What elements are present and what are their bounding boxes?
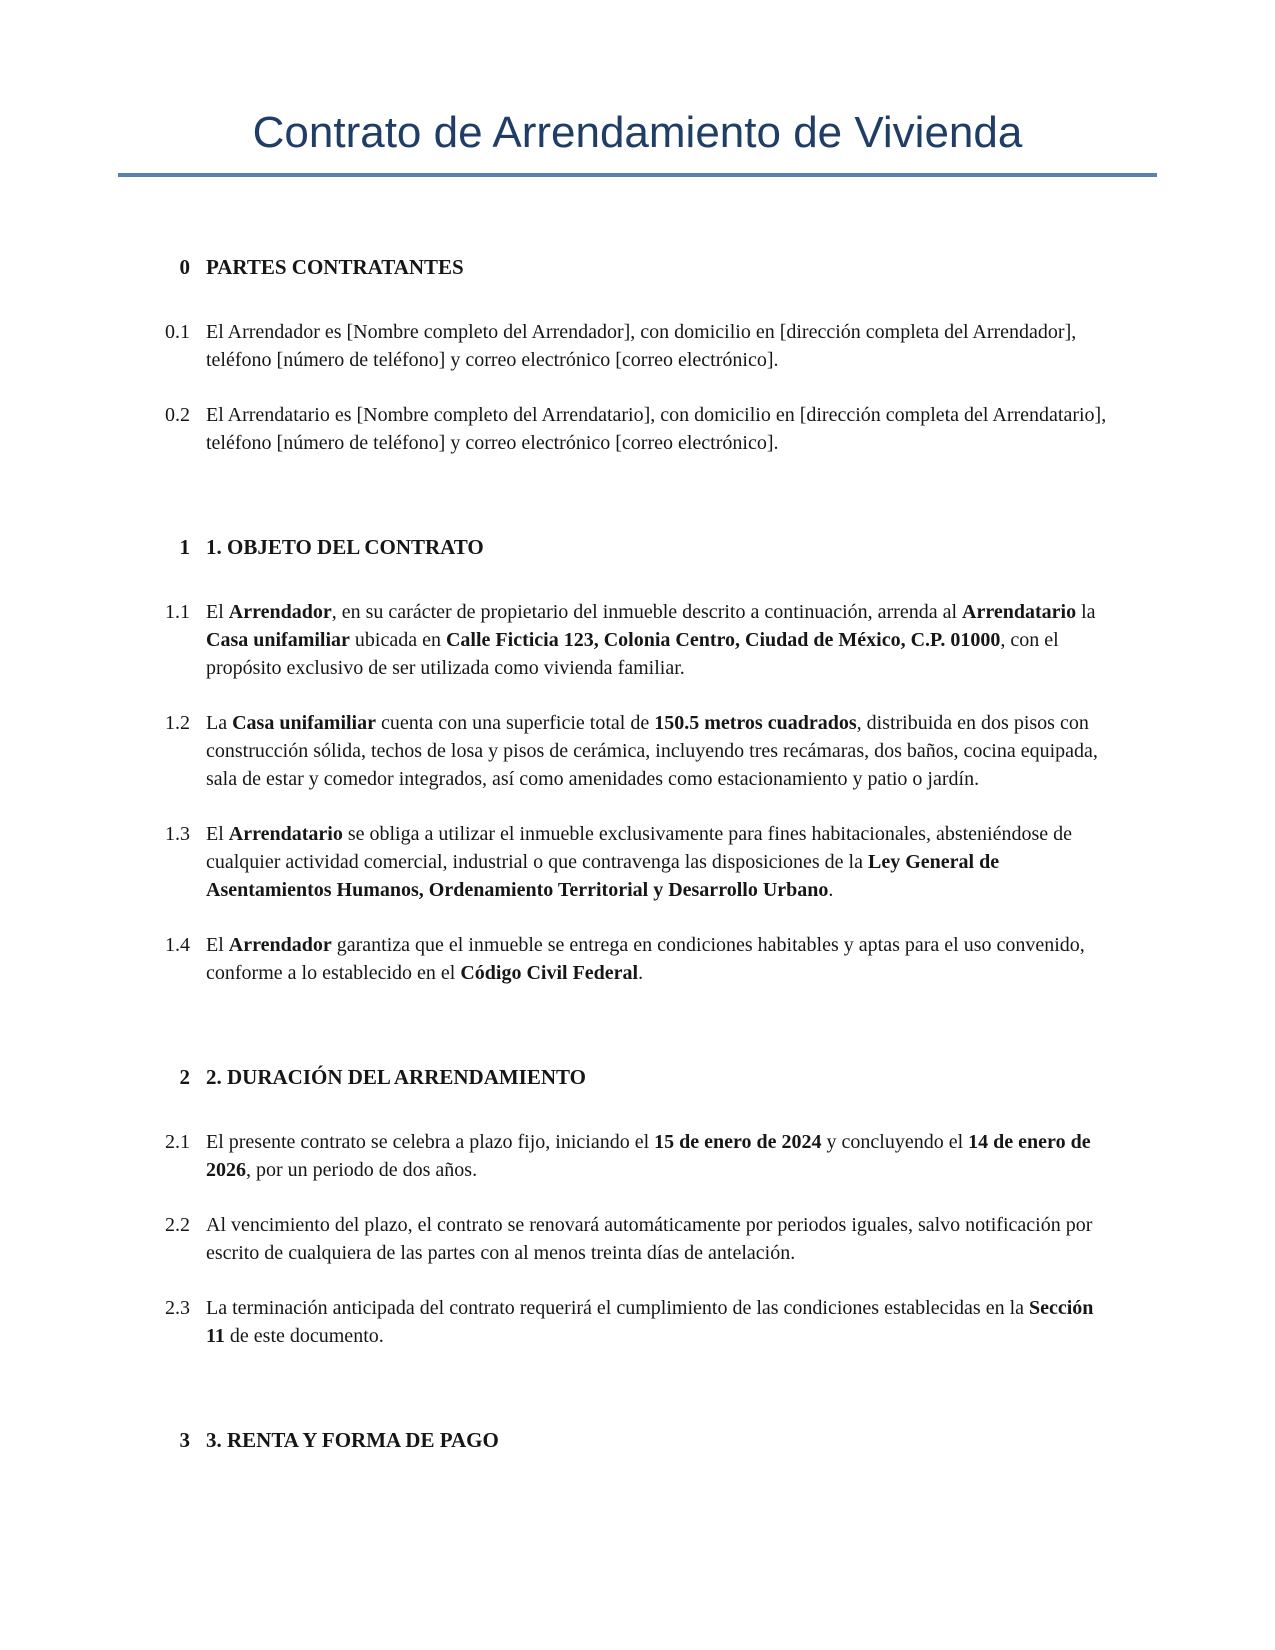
- clause-text-bold-run: 150.5 metros cuadrados: [654, 712, 857, 734]
- section-number: 2: [179, 1065, 190, 1089]
- clause-text-run: la: [1076, 601, 1096, 623]
- clause-number: 2.1: [165, 1131, 190, 1153]
- clause-text: [206, 931, 1115, 987]
- clause-2.2: [140, 1211, 1115, 1267]
- clause-1.4: [140, 931, 1115, 987]
- section-number: 0: [179, 255, 190, 279]
- clause-text-bold-run: Casa unifamiliar: [206, 629, 350, 651]
- section-0: [140, 253, 1115, 457]
- clause-text-run: cuenta con una superficie total de: [376, 712, 655, 734]
- clause-text-bold-run: Arrendador: [228, 601, 332, 623]
- clause-number: 0.1: [165, 321, 190, 343]
- section-number: 3: [179, 1428, 190, 1452]
- section-heading-3: [140, 1426, 1115, 1454]
- clause-text-run: .: [638, 962, 644, 984]
- clause-text-run: y concluyendo el: [821, 1131, 969, 1153]
- clause-number: 1.2: [165, 712, 190, 734]
- clause-2.1: [140, 1128, 1115, 1184]
- section-title: 2. DURACIÓN DEL ARRENDAMIENTO: [206, 1065, 586, 1089]
- clause-text: [206, 820, 1115, 904]
- clause-text-bold-run: Arrendador: [228, 934, 332, 956]
- clause-number: 1.4: [165, 934, 190, 956]
- clause-text-bold-run: Código Civil Federal: [460, 962, 639, 984]
- clause-text-run: El Arrendador es [Nombre completo del Arrendador], con domicilio en [dirección completa del Arrendador], teléfono [número de teléfono] y correo electrónico [correo electrónico].: [206, 321, 1077, 371]
- clause-text-run: El presente contrato se celebra a plazo fijo, iniciando el: [206, 1131, 655, 1153]
- section-heading-1: [140, 533, 1115, 561]
- clause-text-run: ubicada en: [349, 629, 446, 651]
- section-heading-2: [140, 1063, 1115, 1091]
- clause-text: [206, 401, 1115, 457]
- clause-text: [206, 1211, 1115, 1267]
- clause-text-bold-run: 14 de enero de 2026: [206, 1131, 1091, 1181]
- section-number: 1: [179, 535, 190, 559]
- clause-text-bold-run: Ley General de Asentamientos Humanos, Ordenamiento Territorial y Desarrollo Urbano: [206, 851, 1000, 901]
- title-block: [0, 106, 1275, 177]
- clause-text-run: , con el propósito exclusivo de ser utilizada como vivienda familiar.: [206, 629, 1059, 679]
- clause-text-bold-run: Arrendatario: [228, 823, 343, 845]
- clause-text-run: garantiza que el inmueble se entrega en condiciones habitables y aptas para el uso convenido, conforme a lo establecido en el: [206, 934, 1085, 984]
- clause-number: 2.3: [165, 1297, 190, 1319]
- section-title: 3. RENTA Y FORMA DE PAGO: [206, 1428, 499, 1452]
- clause-text-run: Al vencimiento del plazo, el contrato se renovará automáticamente por periodos iguales, salvo notificación por escrito de cualquiera de las partes con al menos treinta días de antelación.: [206, 1214, 1093, 1264]
- clause-text-run: , por un periodo de dos años.: [246, 1159, 478, 1181]
- clause-number: 2.2: [165, 1214, 190, 1236]
- clause-text-run: se obliga a utilizar el inmueble exclusivamente para fines habitacionales, absteniéndose de cualquier actividad comercial, industrial o que contravenga las disposiciones de la: [206, 823, 1073, 873]
- clause-1.3: [140, 820, 1115, 904]
- clause-text-bold-run: 15 de enero de 2024: [654, 1131, 822, 1153]
- document-title: Contrato de Arrendamiento de Vivienda: [252, 108, 1023, 157]
- clause-text-bold-run: Calle Ficticia 123, Colonia Centro, Ciudad de México, C.P. 01000: [445, 629, 1001, 651]
- section-title: PARTES CONTRATANTES: [206, 255, 464, 279]
- clause-text-bold-run: Sección 11: [206, 1297, 1094, 1347]
- clause-1.1: [140, 598, 1115, 682]
- title-rule: [118, 173, 1157, 177]
- clause-text: [206, 1294, 1115, 1350]
- clause-number: 1.1: [165, 601, 190, 623]
- clause-number: 1.3: [165, 823, 190, 845]
- section-3: [140, 1426, 1115, 1454]
- clause-1.2: [140, 709, 1115, 793]
- clause-text-run: La: [206, 712, 233, 734]
- clause-text: [206, 598, 1115, 682]
- section-heading-0: [140, 253, 1115, 281]
- clause-text-run: , en su carácter de propietario del inmueble descrito a continuación, arrenda al: [331, 601, 963, 623]
- clause-text-bold-run: Casa unifamiliar: [232, 712, 376, 734]
- section-title: 1. OBJETO DEL CONTRATO: [206, 535, 484, 559]
- clause-text-run: , distribuida en dos pisos con construcción sólida, techos de losa y pisos de cerámica, incluyendo tres recámaras, dos baños, cocina equipada, sala de estar y comedor integrados, así como amenidades como estacionamiento y patio o jardín.: [206, 712, 1098, 790]
- clause-text: [206, 709, 1115, 793]
- clause-text-run: La terminación anticipada del contrato requerirá el cumplimiento de las condiciones establecidas en la: [206, 1297, 1029, 1319]
- clause-text-run: El Arrendatario es [Nombre completo del Arrendatario], con domicilio en [dirección completa del Arrendatario], teléfono [número de teléfono] y correo electrónico [correo electrónico].: [206, 404, 1107, 454]
- clause-text-run: El: [206, 823, 229, 845]
- document-body: [0, 253, 1275, 1454]
- section-2: [140, 1063, 1115, 1350]
- section-1: [140, 533, 1115, 987]
- clause-text-bold-run: Arrendatario: [962, 601, 1077, 623]
- clause-0.1: [140, 318, 1115, 374]
- clause-text-run: El: [206, 601, 229, 623]
- clause-text: [206, 318, 1115, 374]
- clause-0.2: [140, 401, 1115, 457]
- clause-text-run: .: [828, 879, 834, 901]
- clause-number: 0.2: [165, 404, 190, 426]
- clause-2.3: [140, 1294, 1115, 1350]
- clause-text: [206, 1128, 1115, 1184]
- clause-text-run: El: [206, 934, 229, 956]
- clause-text-run: de este documento.: [224, 1325, 384, 1347]
